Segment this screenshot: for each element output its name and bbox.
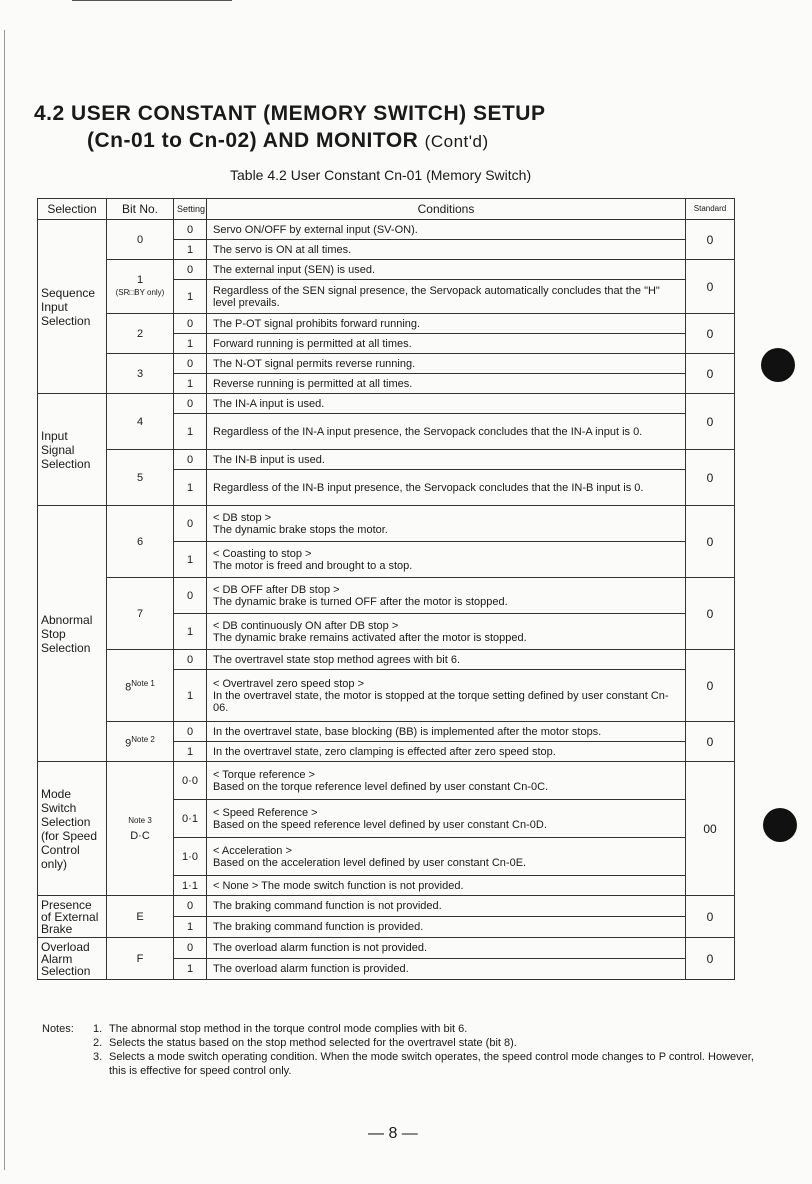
condition-cell: Regardless of the IN-A input presence, the Servopack concludes that the IN-A input is 0. [207, 414, 686, 450]
header-selection: Selection [38, 199, 107, 220]
standard-cell: 0 [686, 394, 735, 450]
heading-main: (Cn-01 to Cn-02) AND MONITOR [87, 129, 419, 152]
condition-title: < DB continuously ON after DB stop > [213, 619, 399, 632]
bit-note: (SR□BY only) [115, 288, 165, 297]
bit-number: 9 [125, 737, 132, 750]
table-header-row [38, 199, 735, 220]
group-mode-switch: Mode Switch Selection (for Speed Control only) [38, 762, 107, 896]
condition-cell: The overload alarm function is provided. [207, 959, 686, 980]
bit-3: 3 [107, 354, 174, 394]
setting-cell: 1 [174, 959, 207, 980]
notes-label: Notes: [42, 1023, 74, 1035]
setting-cell: 1·0 [174, 838, 207, 876]
top-rule [72, 0, 232, 1]
heading-cont: (Cont'd) [424, 132, 489, 151]
condition-cell: The P-OT signal prohibits forward running. [207, 314, 686, 334]
table-caption: Table 4.2 User Constant Cn-01 (Memory Switch) [230, 167, 532, 183]
table-row [38, 260, 735, 280]
setting-cell: 1 [174, 614, 207, 650]
condition-cell: < None > The mode switch function is not provided. [207, 876, 686, 896]
condition-title: < DB OFF after DB stop > [213, 583, 340, 596]
setting-cell: 1 [174, 742, 207, 762]
setting-cell: 0·1 [174, 800, 207, 838]
setting-cell: 1 [174, 542, 207, 578]
condition-text: Based on the speed reference level defined by user constant Cn-0D. [213, 818, 547, 831]
setting-cell: 0 [174, 260, 207, 280]
setting-cell: 0 [174, 650, 207, 670]
table-row [38, 896, 735, 917]
condition-cell: The braking command function is provided. [207, 917, 686, 938]
condition-cell [207, 542, 686, 578]
group-sequence-input: Sequence Input Selection [38, 220, 107, 394]
condition-cell: The servo is ON at all times. [207, 240, 686, 260]
bit-2: 2 [107, 314, 174, 354]
bit-note: Note 2 [131, 734, 155, 744]
table-row [38, 506, 735, 542]
condition-cell [207, 670, 686, 722]
bit-number: 8 [125, 681, 132, 694]
table-row [38, 650, 735, 670]
bit-6: 6 [107, 506, 174, 578]
group-overload-alarm: Overload Alarm Selection [38, 938, 107, 980]
condition-title: < Overtravel zero speed stop > [213, 677, 365, 690]
table-row [38, 354, 735, 374]
condition-title: < DB stop > [213, 511, 272, 524]
table-row [38, 578, 735, 614]
standard-cell: 0 [686, 260, 735, 314]
condition-cell: Reverse running is permitted at all times. [207, 374, 686, 394]
note-2 [93, 1036, 793, 1050]
setting-cell: 0 [174, 354, 207, 374]
bit-8 [107, 650, 174, 722]
condition-cell [207, 800, 686, 838]
group-input-signal: Input Signal Selection [38, 394, 107, 506]
setting-cell: 1 [174, 374, 207, 394]
condition-cell [207, 578, 686, 614]
standard-cell: 0 [686, 220, 735, 260]
section-heading-line1: 4.2 USER CONSTANT (MEMORY SWITCH) SETUP [34, 102, 546, 125]
setting-cell: 0 [174, 938, 207, 959]
condition-text: In the overtravel state, the motor is stopped at the torque setting defined by user constant Cn-06. [213, 689, 669, 714]
section-heading-line2 [87, 129, 489, 153]
condition-cell: Regardless of the SEN signal presence, the Servopack automatically concludes that the "H" level prevails. [207, 280, 686, 314]
bit-number: 1 [136, 274, 144, 286]
condition-cell: Regardless of the IN-B input presence, the Servopack concludes that the IN-B input is 0. [207, 470, 686, 506]
condition-text: Based on the acceleration level defined by user constant Cn-0E. [213, 856, 527, 869]
condition-cell: The N-OT signal permits reverse running. [207, 354, 686, 374]
condition-text: The dynamic brake is turned OFF after the motor is stopped. [213, 595, 508, 608]
setting-cell: 0 [174, 578, 207, 614]
setting-cell: 0 [174, 394, 207, 414]
header-standard: Standard [686, 199, 735, 220]
standard-cell: 0 [686, 314, 735, 354]
table-row [38, 450, 735, 470]
bit-5: 5 [107, 450, 174, 506]
condition-text: Based on the torque reference level defined by user constant Cn-0C. [213, 780, 549, 793]
note-3 [93, 1050, 759, 1078]
condition-cell: Servo ON/OFF by external input (SV-ON). [207, 220, 686, 240]
bit-number: D·C [130, 830, 150, 843]
setting-cell: 0 [174, 450, 207, 470]
page-number: — 8 — [368, 1125, 418, 1142]
condition-cell [207, 614, 686, 650]
setting-cell: 0 [174, 506, 207, 542]
condition-text: The dynamic brake stops the motor. [213, 523, 388, 536]
condition-cell: Forward running is permitted at all times. [207, 334, 686, 354]
standard-cell: 0 [686, 354, 735, 394]
binder-hole-icon [763, 808, 797, 842]
condition-title: < Torque reference > [213, 768, 315, 781]
setting-cell: 0 [174, 722, 207, 742]
condition-cell: In the overtravel state, base blocking (BB) is implemented after the motor stops. [207, 722, 686, 742]
group-abnormal-stop: Abnormal Stop Selection [38, 506, 107, 762]
setting-cell: 1·1 [174, 876, 207, 896]
standard-cell: 0 [686, 722, 735, 762]
standard-cell: 0 [686, 578, 735, 650]
setting-cell: 0 [174, 896, 207, 917]
bit-1 [107, 260, 174, 314]
bit-0: 0 [107, 220, 174, 260]
condition-cell: The overload alarm function is not provided. [207, 938, 686, 959]
binder-hole-icon [761, 348, 795, 382]
standard-cell: 0 [686, 506, 735, 578]
bit-f: F [107, 938, 174, 980]
condition-title: < Coasting to stop > [213, 547, 312, 560]
condition-cell [207, 506, 686, 542]
condition-cell: The IN-A input is used. [207, 394, 686, 414]
bit-note: Note 1 [131, 678, 155, 688]
header-bit-no: Bit No. [107, 199, 174, 220]
table-row [38, 722, 735, 742]
header-conditions: Conditions [207, 199, 686, 220]
bit-note: Note 3 [128, 815, 152, 825]
table-row [38, 394, 735, 414]
condition-cell: In the overtravel state, zero clamping is effected after zero speed stop. [207, 742, 686, 762]
note-number: 2. [93, 1037, 103, 1049]
standard-cell: 0 [686, 938, 735, 980]
table-row [38, 762, 735, 800]
condition-cell [207, 762, 686, 800]
table-row [38, 314, 735, 334]
bit-dc [107, 762, 174, 896]
setting-cell: 0·0 [174, 762, 207, 800]
standard-cell: 0 [686, 896, 735, 938]
condition-cell: The overtravel state stop method agrees with bit 6. [207, 650, 686, 670]
table-row [38, 938, 735, 959]
setting-cell: 1 [174, 280, 207, 314]
header-setting: Setting [174, 199, 207, 220]
setting-cell: 1 [174, 334, 207, 354]
group-external-brake: Presence of External Brake [38, 896, 107, 938]
standard-cell: 0 [686, 650, 735, 722]
condition-title: < Acceleration > [213, 844, 292, 857]
bit-7: 7 [107, 578, 174, 650]
setting-cell: 1 [174, 470, 207, 506]
note-number: 3. [93, 1051, 103, 1063]
condition-cell: The external input (SEN) is used. [207, 260, 686, 280]
setting-cell: 0 [174, 220, 207, 240]
note-text: Selects a mode switch operating condition. When the mode switch operates, the speed control mode changes to P control. However, this is effective for speed control only. [109, 1051, 754, 1077]
setting-cell: 0 [174, 314, 207, 334]
bit-9 [107, 722, 174, 762]
left-binding-edge [4, 30, 5, 1170]
setting-cell: 1 [174, 917, 207, 938]
setting-cell: 1 [174, 414, 207, 450]
condition-cell: The braking command function is not provided. [207, 896, 686, 917]
setting-cell: 1 [174, 670, 207, 722]
setting-cell: 1 [174, 240, 207, 260]
note-number: 1. [93, 1023, 103, 1035]
condition-cell: The IN-B input is used. [207, 450, 686, 470]
note-text: Selects the status based on the stop method selected for the overtravel state (bit 8). [109, 1037, 517, 1049]
note-1 [93, 1022, 793, 1036]
condition-cell [207, 838, 686, 876]
table-row [38, 220, 735, 240]
note-text: The abnormal stop method in the torque control mode complies with bit 6. [109, 1023, 468, 1035]
standard-cell: 00 [686, 762, 735, 896]
condition-title: < Speed Reference > [213, 806, 318, 819]
condition-text: The dynamic brake remains activated after the motor is stopped. [213, 631, 527, 644]
standard-cell: 0 [686, 450, 735, 506]
condition-text: The motor is freed and brought to a stop. [213, 559, 413, 572]
bit-4: 4 [107, 394, 174, 450]
bit-e: E [107, 896, 174, 938]
memory-switch-table [37, 198, 735, 980]
